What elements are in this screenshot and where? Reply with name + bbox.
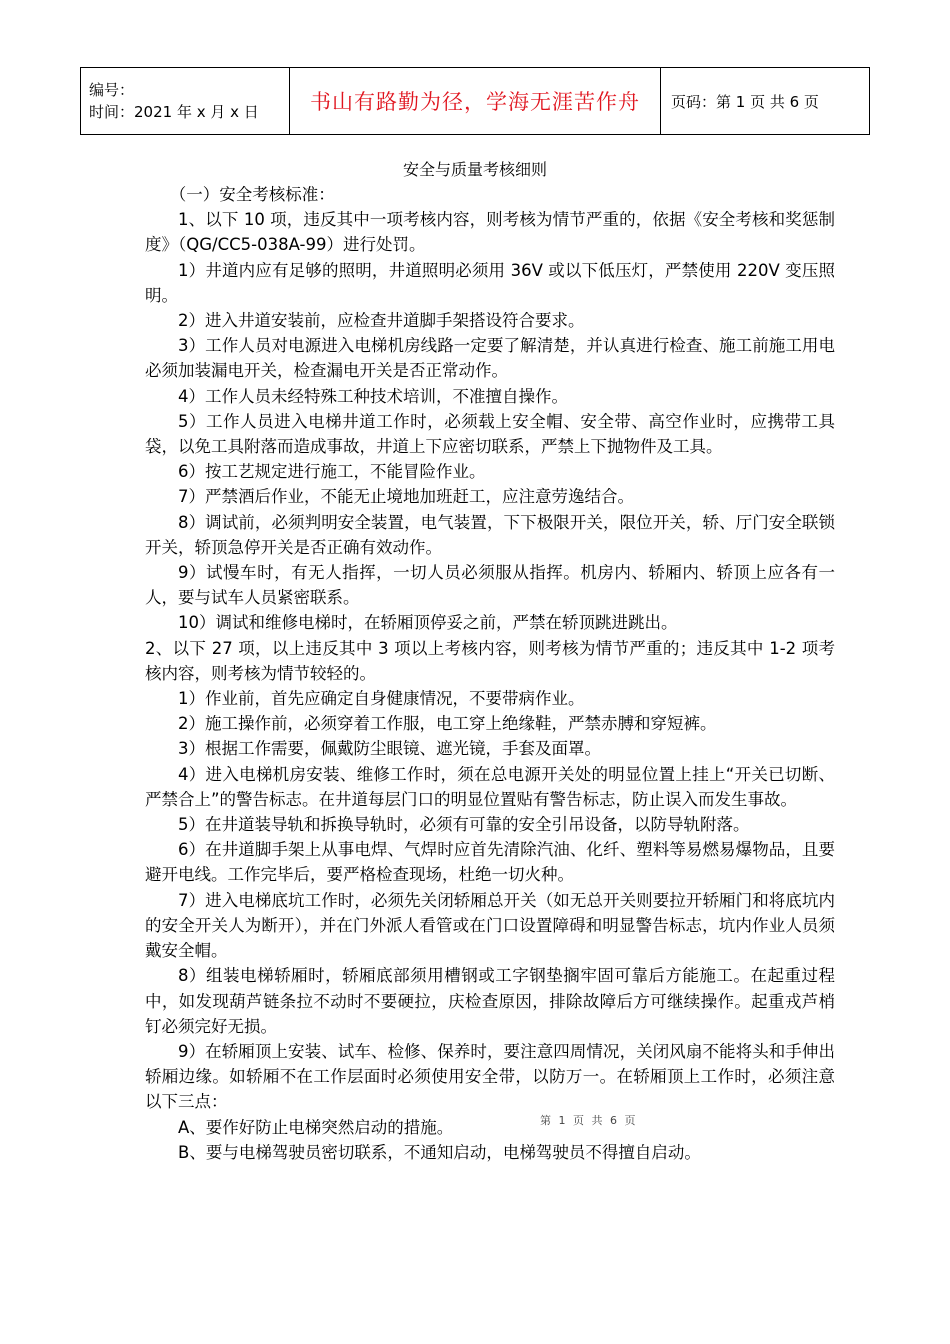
paragraph: 8）组装电梯轿厢时，轿厢底部须用槽钢或工字钢垫搁牢固可靠后方能施工。在起重过程中，如发现葫芦链条拉不动时不要硬拉，庆检查原因，排除故障后方可继续操作。起重戎芦梢钉必须完好无损。 [145, 966, 835, 1036]
header-table [80, 67, 870, 135]
paragraph: 10）调试和维修电梯时，在轿厢顶停妥之前，严禁在轿顶跳进跳出。 [178, 613, 678, 633]
paragraph: 9）试慢车时，有无人指挥，一切人员必须服从指挥。机房内、轿厢内、轿顶上应各有一人，要与试车人员紧密联系。 [145, 563, 835, 608]
header-meta-cell [81, 68, 290, 135]
paragraph: 2）施工操作前，必须穿着工作服，电工穿上绝缘鞋，严禁赤膊和穿短裤。 [178, 714, 717, 734]
paragraph: 1）作业前，首先应确定自身健康情况，不要带病作业。 [178, 689, 585, 709]
paragraph: 2）进入井道安装前，应检查井道脚手架搭设符合要求。 [178, 311, 585, 331]
document-number-label: 编号： [89, 81, 135, 99]
header-page-info: 页码：第 1 页 共 6 页 [661, 68, 870, 135]
document-body [145, 182, 835, 1165]
paragraph: B、要与电梯驾驶员密切联系，不通知启动，电梯驾驶员不得擅自启动。 [178, 1142, 701, 1162]
section-heading: （一）安全考核标准： [169, 185, 335, 204]
paragraph: 7）进入电梯底坑工作时，必须先关闭轿厢总开关（如无总开关则要拉开轿厢门和将底坑内的安全开关人为断开），并在门外派人看管或在门口设置障碍和明显警告标志，坑内作业人员须戴安全帽。 [145, 890, 835, 961]
document-title: 安全与质量考核细则 [402, 160, 547, 179]
paragraph: 3）根据工作需要，佩戴防尘眼镜、遮光镜，手套及面罩。 [178, 739, 601, 759]
paragraph: 4）工作人员未经特殊工种技术培训，不准擅自操作。 [178, 386, 568, 406]
paragraph: 6）按工艺规定进行施工，不能冒险作业。 [178, 462, 486, 482]
paragraph: 8）调试前，必须判明安全装置，电气装置，下下极限开关，限位开关，轿、厅门安全联锁开关，轿顶急停开关是否正确有效动作。 [145, 512, 835, 557]
paragraph: 5）工作人员进入电梯井道工作时，必须载上安全帽、安全带、高空作业时，应携带工具袋，以免工具附落而造成事故，井道上下应密切联系，严禁上下抛物件及工具。 [145, 411, 835, 457]
paragraph: 5）在井道装导轨和拆换导轨时，必须有可靠的安全引吊设备，以防导轨附落。 [178, 815, 750, 835]
paragraph: 7）严禁酒后作业，不能无止境地加班赶工，应注意劳逸结合。 [178, 487, 634, 507]
paragraph: 3）工作人员对电源进入电梯机房线路一定要了解清楚，并认真进行检查、施工前施工用电必须加装漏电开关，检查漏电开关是否正常动作。 [145, 336, 835, 381]
paragraph: 6）在井道脚手架上从事电焊、气焊时应首先清除汽油、化纤、塑料等易燃易爆物品，且要避开电线。工作完毕后，要严格检查现场，杜绝一切火种。 [145, 840, 835, 885]
paragraph: 1、以下 10 项，违反其中一项考核内容，则考核为情节严重的，依据《安全考核和奖惩制度》（QG/CC5-038A-99）进行处罚。 [145, 210, 835, 255]
paragraph: A、要作好防止电梯突然启动的措施。 [178, 1117, 454, 1137]
paragraph: 1）井道内应有足够的照明，井道照明必须用 36V 或以下低压灯，严禁使用 220V 变压照明。 [145, 260, 835, 305]
document-date-label: 时间：2021 年 x 月 x 日 [89, 103, 259, 121]
paragraph: 4）进入电梯机房安装、维修工作时，须在总电源开关处的明显位置上挂上“开关已切断、严禁合上”的警告标志。在井道每层门口的明显位置贴有警告标志，防止误入而发生事故。 [145, 764, 835, 809]
paragraph: 2、以下 27 项，以上违反其中 3 项以上考核内容，则考核为情节严重的；违反其中 1-2 项考核内容，则考核为情节较轻的。 [145, 638, 835, 683]
footer-page-mark: 第 1 页 共 6 页 [540, 1114, 638, 1127]
header-motto: 书山有路勤为径，学海无涯苦作舟 [290, 68, 661, 135]
paragraph: 9）在轿厢顶上安装、试车、检修、保养时，要注意四周情况，关闭风扇不能将头和手伸出轿厢边缘。如轿厢不在工作层面时必须使用安全带，以防万一。在轿厢顶上工作时，必须注意以下三点： [145, 1041, 835, 1112]
